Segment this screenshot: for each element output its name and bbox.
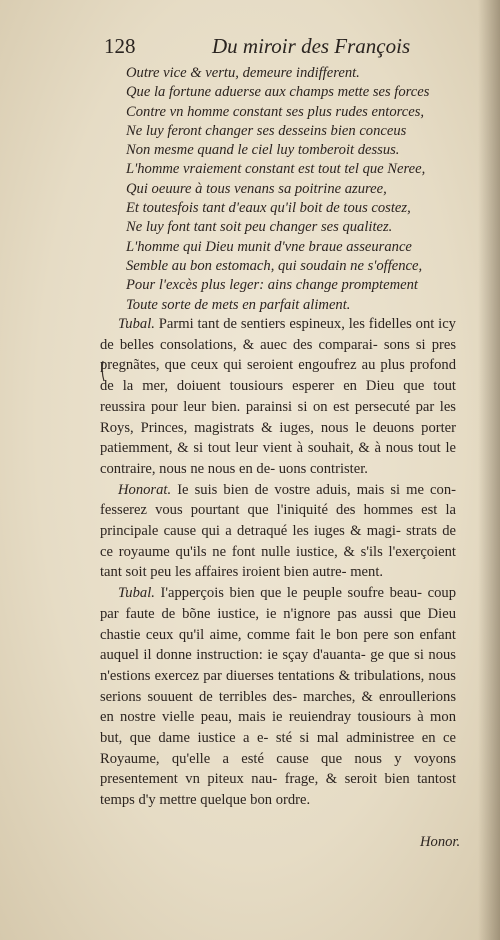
text-line: Ie suis bien de vostre aduis, mais si me con- (177, 481, 456, 498)
speaker-name: Tubal. (118, 316, 155, 332)
text-line: frage, & seroit bien tantost temps d'y mettre quelque (100, 771, 456, 809)
text-line: l'exerçoient tant soit peu les affaires iroient bien autre- (100, 543, 456, 581)
text-line: sté si mal administree en ce Royaume, qu'elle a esté (100, 730, 456, 767)
verse-line: Que la fortune aduerse aux champs mette ses forces (126, 84, 430, 101)
verse-line: Qui oeuure à tous venans sa poitrine azuree, (126, 180, 387, 197)
speaker-name: Tubal. (118, 585, 155, 602)
text-line: bon ordre. (250, 792, 311, 809)
verse-line: Ne luy font tant soit peu changer ses qualitez. (126, 219, 393, 236)
text-line: Parmi tant de sentiers espineux, les fidelles (158, 316, 412, 332)
speaker-name: Honorat. (118, 481, 172, 498)
verse-line: Pour l'excès plus leger: ains change promptement (126, 277, 418, 294)
paragraph (100, 314, 456, 480)
verse-line: Contre vn homme constant ses plus rudes entorces, (126, 103, 425, 120)
text-line: souhait, & à nous tout le contraire, nous ne nous en de- (100, 440, 456, 477)
verse-line: Et toutesfois tant d'eaux qu'il boit de tous costez, (126, 200, 411, 217)
text-line: I'apperçois bien que le peuple soufre beau- (160, 585, 423, 602)
verse-line: Semble au bon estomach, qui soudain ne s'offence, (126, 257, 423, 274)
paragraph (100, 583, 456, 811)
text-line: marches, & enroullerions en nostre vielle peau, mais ie (100, 688, 456, 726)
verse-line: Ne luy feront changer ses desseins bien conceus (126, 122, 407, 139)
text-line: persecuté par les Roys, Princes, magistrats & iuges, nous (100, 398, 456, 436)
verse-line: L'homme vraiement constant est tout tel que Neree, (126, 161, 426, 178)
text-line: uons contrister. (278, 460, 368, 477)
text-line: le deuons porter patiemment, & si tout leur vient à (100, 419, 456, 457)
text-line: Dieu chastie ceux qu'il aime, comme fait le bon pere (100, 605, 456, 643)
text-line: la principale cause qui a detraqué les iuges & magi- (100, 502, 456, 540)
text-line: & tribulations, nous serions souuent de terribles des- (100, 667, 456, 705)
text-line: ment. (350, 564, 384, 581)
text-line: cause que nous y voyons presentement vn piteux nau- (100, 750, 456, 788)
text-line: fesserez vous pourtant que l'iniquité des hommes est (100, 502, 438, 519)
text-line: strats de ce royaume qu'ils ne font nulle iustice, & s'ils (100, 523, 456, 560)
verse-line: Toute sorte de mets en parfait aliment. (126, 296, 351, 313)
text-line: sons si pres pregnãtes, que ceux qui seroient engoufrez (100, 336, 457, 374)
text-line: ge que si nous n'estions exercez par diuerses tentations (100, 647, 456, 684)
verse-line: L'homme qui Dieu munit d'vne braue asseurance (126, 238, 412, 255)
text-line: au plus profond de la mer, doiuent tousiours esperer en (100, 357, 456, 395)
page-gutter-shadow (478, 0, 500, 940)
paragraph (100, 480, 456, 584)
running-title: Du miroir des François (212, 34, 411, 58)
text-line: Dieu que tout reussira pour leur bien. parainsi si on est (100, 378, 456, 415)
page-number: 128 (104, 34, 136, 58)
page-header (104, 34, 434, 64)
text-line: ont icy de belles consolations, & auec des comparai- (100, 316, 456, 353)
verse-line: Outre vice & vertu, demeure indifferent. (126, 65, 360, 81)
dialogue-text (100, 314, 456, 811)
text-line: reuiendray tousiours à mon but, que dame iustice a e- (100, 709, 456, 747)
verse-line: Non mesme quand le ciel luy tomberoit dessus. (126, 142, 400, 159)
text-line: son enfant auquel il donne instruction: ie sçay d'auanta- (100, 626, 456, 664)
verse-block (126, 64, 456, 315)
text-line: coup par faute de bõne iustice, ie n'ignore pas aussi que (100, 585, 456, 622)
catchword: Honor. (420, 834, 461, 850)
